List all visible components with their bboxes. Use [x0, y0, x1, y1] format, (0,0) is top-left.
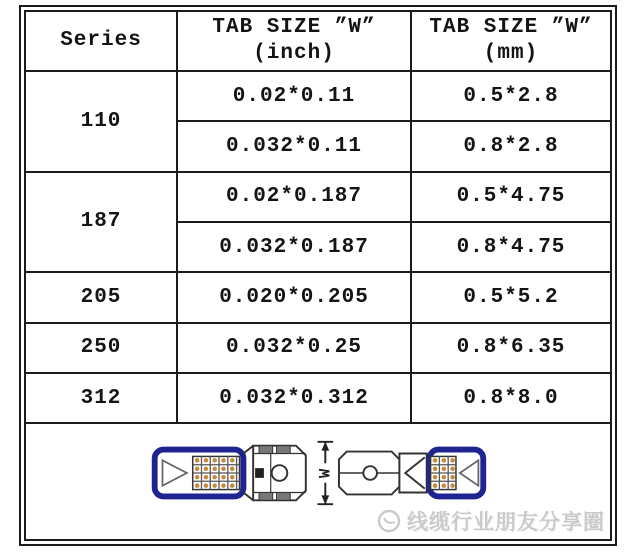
tab-size-mm-unit: (mm) [483, 42, 539, 65]
terminal-diagram [26, 434, 610, 512]
mm-value-cell: 0.8*6.35 [411, 323, 611, 373]
inch-value-cell: 0.02*0.11 [177, 71, 411, 121]
header-row [25, 11, 611, 71]
inch-value-cell: 0.032*0.11 [177, 121, 411, 171]
terminal-drawing [149, 434, 487, 512]
table-row [25, 323, 611, 373]
tab-size-inch-title: TAB SIZE ”W” [212, 16, 376, 39]
diagram-row [25, 423, 611, 540]
mm-value-cell: 0.8*2.8 [411, 121, 611, 171]
male-terminal-icon [339, 450, 483, 497]
tab-size-table [24, 10, 612, 541]
tab-size-mm-title: TAB SIZE ”W” [429, 16, 593, 39]
inch-value-cell: 0.032*0.312 [177, 373, 411, 423]
inch-value-cell: 0.020*0.205 [177, 272, 411, 322]
watermark-text: 线缆行业朋友分享圈 [407, 510, 605, 534]
w-dimension-label: W [316, 468, 335, 479]
mm-value-cell: 0.8*8.0 [411, 373, 611, 423]
inch-value-cell: 0.032*0.187 [177, 222, 411, 272]
table-row [25, 172, 611, 222]
tab-size-inch-header [177, 11, 411, 71]
series-header [25, 11, 177, 71]
table-row [25, 272, 611, 322]
series-cell: 312 [25, 373, 177, 423]
watermark-logo-icon [376, 508, 402, 534]
inch-value-cell: 0.032*0.25 [177, 323, 411, 373]
series-cell: 187 [25, 172, 177, 273]
series-cell: 205 [25, 272, 177, 322]
female-terminal-icon [155, 446, 306, 501]
mm-value-cell: 0.5*4.75 [411, 172, 611, 222]
series-cell: 110 [25, 71, 177, 172]
series-header-label: Series [60, 29, 142, 52]
table-row [25, 373, 611, 423]
inch-value-cell: 0.02*0.187 [177, 172, 411, 222]
mm-value-cell: 0.5*5.2 [411, 272, 611, 322]
series-cell: 250 [25, 323, 177, 373]
spec-table-frame [19, 5, 617, 546]
watermark [376, 506, 605, 536]
tab-size-inch-unit: (inch) [253, 42, 335, 65]
terminal-diagram-cell [25, 423, 611, 540]
w-dimension-marker [316, 442, 334, 504]
mm-value-cell: 0.5*2.8 [411, 71, 611, 121]
tab-size-mm-header [411, 11, 611, 71]
table-row [25, 71, 611, 121]
mm-value-cell: 0.8*4.75 [411, 222, 611, 272]
